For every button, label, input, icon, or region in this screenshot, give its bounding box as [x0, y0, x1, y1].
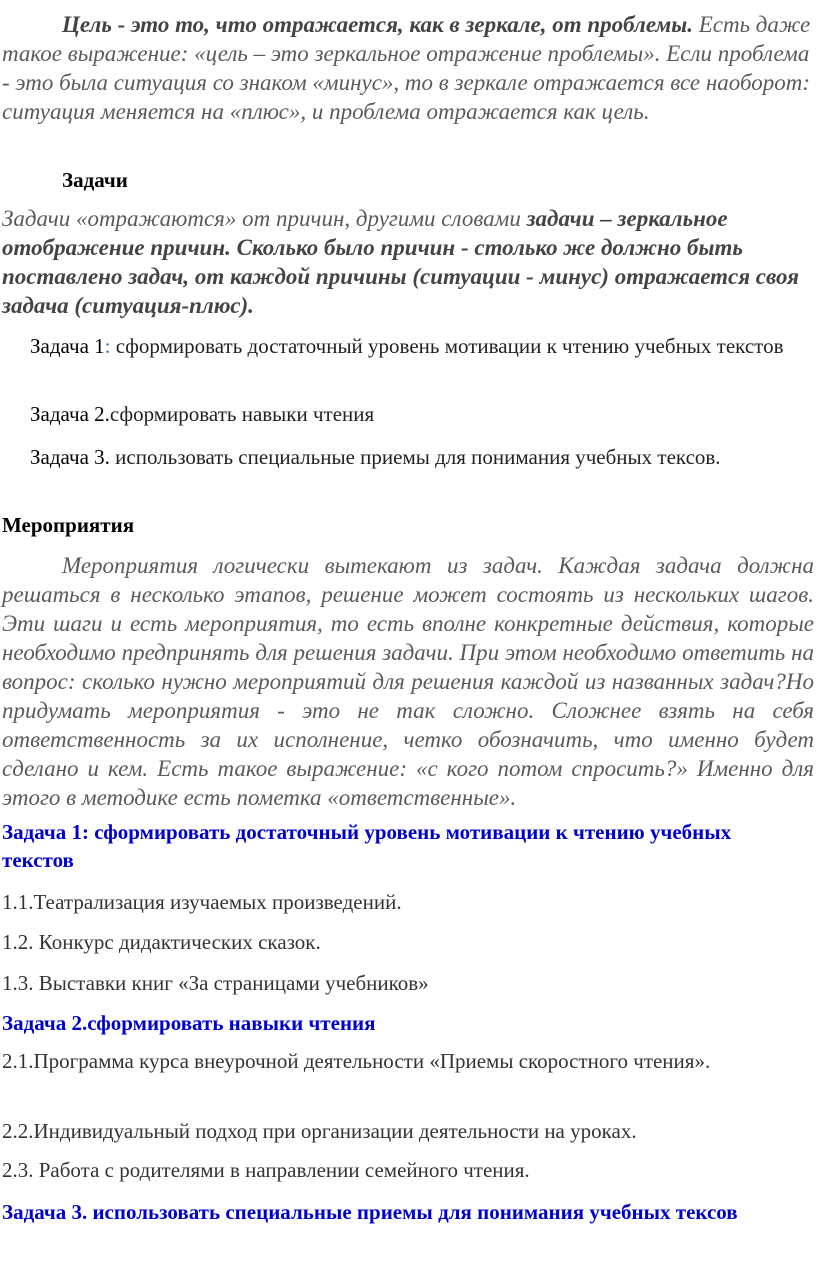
section-2-item-2: 2.2.Индивидуальный подход при организации деятельности на уроках. [2, 1119, 637, 1143]
task-item-2 [30, 400, 790, 428]
goal-paragraph [2, 10, 814, 126]
task-text: сформировать достаточный уровень мотивации к чтению учебных текстов [110, 334, 784, 358]
measures-paragraph: Мероприятия логически вытекают из задач. Каждая задача должна решаться в несколько этапов, решение может состоять из нескольких шагов. Эти шаги и есть мероприятия, то есть вполне конкретные действия, которые необходимо предпринять для решения задачи. При этом необходимо ответить на вопрос: сколько нужно мероприятий для решения каждой из названных задач?Но придумать мероприятия - это не так сложно. Сложнее взять на себя ответственность за их исполнение, четко обозначить, что именно будет сделано и кем. Есть такое выражение: «с кого потом спросить?» Именно для этого в методике есть пометка «ответственные». [2, 553, 814, 810]
tasks-heading: Задачи [62, 168, 128, 192]
section-1-item-3: 1.3. Выставки книг «За страницами учебников» [2, 971, 429, 995]
section-1-heading: Задача 1: сформировать достаточный уровень мотивации к чтению учебных текстов [2, 820, 732, 872]
task-item-3 [30, 443, 790, 471]
section-1-item-1: 1.1.Театрализация изучаемых произведений. [2, 890, 402, 914]
tasks-intro-bold: задачи – зеркальное отображение причин. Сколько было причин - столько же должно быть поставлено задач, от каждой причины (ситуации - минус) отражается своя задача (ситуация-плюс). [2, 206, 800, 318]
task-item-1 [30, 332, 790, 360]
section-2-heading: Задача 2.сформировать навыки чтения [2, 1011, 376, 1035]
task-text: использовать специальные приемы для понимания учебных тексов. [109, 445, 721, 469]
goal-definition: Цель - это то, что отражается, как в зеркале, от проблемы. [62, 12, 693, 37]
task-text: сформировать навыки чтения [109, 402, 375, 426]
tasks-intro-paragraph [2, 204, 814, 320]
task-prefix: Задача 1 [30, 334, 105, 358]
section-2-item-3: 2.3. Работа с родителями в направлении семейного чтения. [2, 1158, 530, 1182]
section-2-item-1: 2.1.Программа курса внеурочной деятельности «Приемы скоростного чтения». [2, 1049, 711, 1073]
task-separator: : [104, 334, 111, 358]
task-prefix: Задача 2. [30, 402, 110, 426]
section-1-item-2: 1.2. Конкурс дидактических сказок. [2, 930, 321, 954]
task-prefix: Задача 3. [30, 445, 110, 469]
goal-explanation: Есть даже такое выражение: «цель – это зеркальное отражение проблемы». Если проблема - это была ситуация со знаком «минус», то в зеркале отражается все наоборот: ситуация меняется на «плюс», и проблема отражается как цель. [2, 12, 811, 124]
section-3-heading: Задача 3. использовать специальные приемы для понимания учебных тексов [2, 1200, 738, 1224]
measures-heading: Мероприятия [2, 513, 135, 537]
tasks-intro-text: Задачи «отражаются» от причин, другими словами [2, 206, 527, 231]
